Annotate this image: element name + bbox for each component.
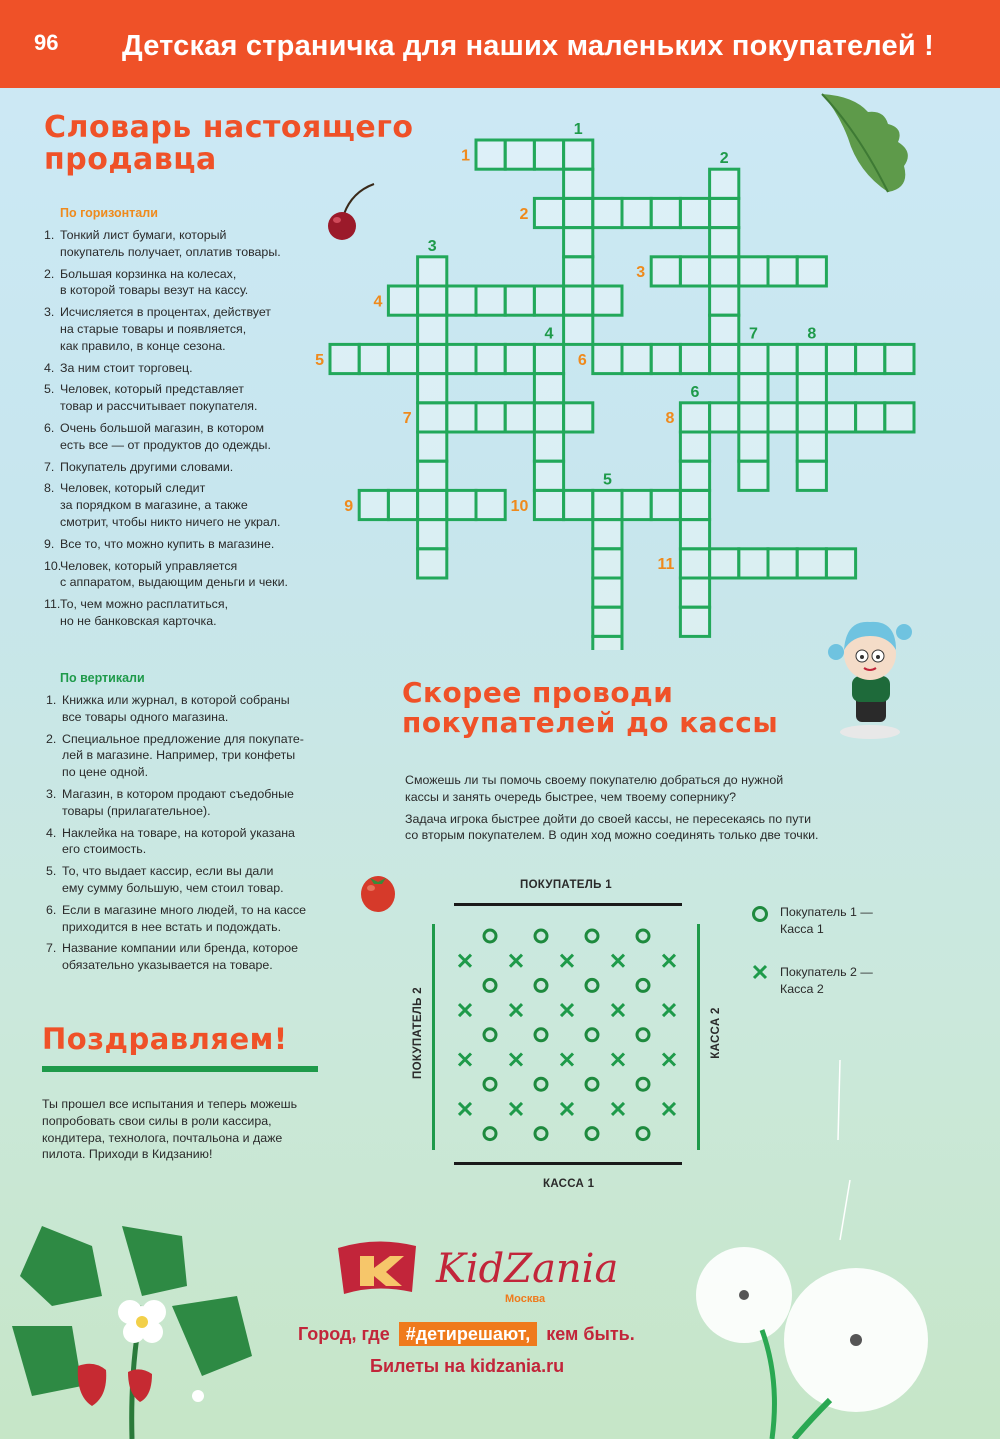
crossword-cell[interactable] <box>710 315 739 344</box>
tomato-icon <box>358 870 398 914</box>
clue-item: 3. Магазин, в котором продают съедобные товары (прилагательное). <box>46 786 294 818</box>
brand-name: KidZania <box>436 1246 619 1292</box>
page-number: 96 <box>34 30 59 55</box>
circle-point[interactable] <box>484 930 496 942</box>
crossword-cell[interactable] <box>593 344 622 373</box>
crossword-cell[interactable] <box>680 490 709 519</box>
crossword-cell[interactable] <box>768 344 797 373</box>
crossword-cell[interactable] <box>593 520 622 549</box>
crossword-cell[interactable] <box>564 228 593 257</box>
crossword-cell[interactable] <box>476 286 505 315</box>
crossword-cell[interactable] <box>564 403 593 432</box>
clue-item: 11. То, чем можно расплатиться, но не банковская карточка. <box>44 597 229 628</box>
cross-point[interactable] <box>663 1004 675 1016</box>
crossword-cell[interactable] <box>768 549 797 578</box>
crossword-cell[interactable] <box>651 490 680 519</box>
brand-city: Москва <box>505 1293 546 1305</box>
crossword-cell[interactable] <box>710 169 739 198</box>
circle-point[interactable] <box>484 1029 496 1041</box>
crossword-cell[interactable] <box>797 344 826 373</box>
crossword-number-vertical: 2 <box>719 150 729 168</box>
crossword-number-horizontal: 2 <box>519 205 529 223</box>
cross-point[interactable] <box>612 955 624 967</box>
crossword-cell[interactable] <box>534 374 563 403</box>
crossword-cell[interactable] <box>680 578 709 607</box>
crossword-cell[interactable] <box>885 403 914 432</box>
circle-point[interactable] <box>637 1078 649 1090</box>
kidzania-logo-icon <box>336 1238 430 1298</box>
cross-point[interactable] <box>612 1004 624 1016</box>
dandelion-icon <box>690 1040 950 1439</box>
legend-buyer-2: Покупатель 2 — Касса 2 <box>780 965 873 996</box>
clue-item: 2. Специальное предложение для покупате- лей в магазине. Например, три конфеты по цене одной. <box>46 731 304 780</box>
crossword-cell[interactable] <box>680 461 709 490</box>
crossword-number-horizontal: 10 <box>510 497 529 515</box>
tickets-link[interactable]: Билеты на kidzania.ru <box>370 1356 565 1376</box>
crossword-cell[interactable] <box>564 257 593 286</box>
crossword-cell[interactable] <box>418 374 447 403</box>
horizontal-clues <box>44 227 344 635</box>
crossword-cell[interactable] <box>534 344 563 373</box>
crossword-cell[interactable] <box>680 607 709 636</box>
circle-point[interactable] <box>586 1078 598 1090</box>
crossword-number-vertical: 1 <box>573 121 583 138</box>
crossword-number-horizontal: 3 <box>636 264 646 282</box>
cross-point[interactable] <box>561 1054 573 1066</box>
crossword-cell[interactable] <box>534 490 563 519</box>
crossword-cell[interactable] <box>680 344 709 373</box>
crossword-cell[interactable] <box>505 344 534 373</box>
crossword-cell[interactable] <box>359 344 388 373</box>
crossword-cell[interactable] <box>710 257 739 286</box>
crossword-cell[interactable] <box>447 344 476 373</box>
crossword-cell[interactable] <box>797 403 826 432</box>
crossword-cell[interactable] <box>418 461 447 490</box>
cross-point[interactable] <box>459 1103 471 1115</box>
clue-item: 5. Человек, который представляет товар и рассчитывает покупателя. <box>44 382 258 414</box>
crossword-cell[interactable] <box>534 286 563 315</box>
crossword-number-vertical: 5 <box>602 471 612 489</box>
crossword-cell[interactable] <box>564 198 593 227</box>
crossword-cell[interactable] <box>388 490 417 519</box>
clue-item: 8. Человек, который следит за порядком в магазине, а также смотрит, чтобы никто ничего не украл. <box>44 481 281 529</box>
cross-point[interactable] <box>510 1054 522 1066</box>
crossword-cell[interactable] <box>330 344 359 373</box>
game-description: Сможешь ли ты помочь своему покупателю добраться до нужной кассы и занять очередь быстрее, чем твоему сопернику? Задача игрока быстрее дойти до своей кассы, не пересекаясь по пути со вторым покупателем. В один ход можно соединять только две точки. <box>405 773 819 843</box>
circle-point[interactable] <box>637 1029 649 1041</box>
crossword-cell[interactable] <box>651 257 680 286</box>
congrats-title: Поздравляем! <box>42 1022 288 1056</box>
crossword-cell[interactable] <box>856 344 885 373</box>
circle-point[interactable] <box>535 1029 547 1041</box>
crossword-number-vertical: 8 <box>807 325 817 343</box>
circle-point[interactable] <box>586 979 598 991</box>
vertical-heading: По вертикали <box>60 671 145 685</box>
crossword-cell[interactable] <box>447 403 476 432</box>
crossword-cell[interactable] <box>564 140 593 169</box>
crossword-cell[interactable] <box>593 636 622 650</box>
page-title: Детская страничка для наших маленьких покупателей ! <box>122 30 935 62</box>
crossword-cell[interactable] <box>797 374 826 403</box>
crossword-cell[interactable] <box>651 198 680 227</box>
crossword-cell[interactable] <box>739 374 768 403</box>
crossword-cell[interactable] <box>564 286 593 315</box>
cross-point[interactable] <box>561 955 573 967</box>
circle-point[interactable] <box>637 979 649 991</box>
crossword-cell[interactable] <box>768 257 797 286</box>
crossword-cell[interactable] <box>680 520 709 549</box>
strawberry-plant-icon <box>12 1216 262 1439</box>
clue-item: 1. Тонкий лист бумаги, который покупатель получает, оплатив товары. <box>44 228 281 259</box>
crossword-cell[interactable] <box>797 549 826 578</box>
crossword-number-horizontal: 6 <box>577 351 587 369</box>
crossword-number-horizontal: 5 <box>315 351 324 369</box>
crossword-cell[interactable] <box>593 578 622 607</box>
crossword-cell[interactable] <box>593 607 622 636</box>
crossword-cell[interactable] <box>564 169 593 198</box>
crossword-number-vertical: 6 <box>690 383 700 401</box>
clue-item: 1. Книжка или журнал, в которой собраны все товары одного магазина. <box>46 693 290 724</box>
crossword-cell[interactable] <box>564 315 593 344</box>
congrats-text: Ты прошел все испытания и теперь можешь попробовать свои силы в роли кассира, кондитера, технолога, почтальона и даже пилота. Приходи в Кидзанию! <box>42 1097 298 1162</box>
circle-point[interactable] <box>586 1128 598 1140</box>
crossword-cell[interactable] <box>622 344 651 373</box>
crossword-cell[interactable] <box>826 344 855 373</box>
crossword-cell[interactable] <box>534 432 563 461</box>
label-cashier-2: КАССА 2 <box>710 1007 722 1059</box>
crossword-cell[interactable] <box>534 461 563 490</box>
circle-point[interactable] <box>484 979 496 991</box>
cross-point[interactable] <box>510 1004 522 1016</box>
circle-point[interactable] <box>535 930 547 942</box>
circle-point[interactable] <box>637 1128 649 1140</box>
crossword-cell[interactable] <box>710 228 739 257</box>
board-left-line <box>432 924 435 1150</box>
crossword-number-horizontal: 4 <box>373 293 383 311</box>
board-top-line <box>454 903 682 906</box>
label-buyer-2: ПОКУПАТЕЛЬ 2 <box>412 987 424 1079</box>
crossword-number-vertical: 4 <box>544 325 554 343</box>
page-header <box>0 0 1000 88</box>
crossword-cell[interactable] <box>418 490 447 519</box>
crossword-cell[interactable] <box>534 403 563 432</box>
crossword-cell[interactable] <box>797 432 826 461</box>
crossword-cell[interactable] <box>534 198 563 227</box>
crossword-cell[interactable] <box>710 286 739 315</box>
crossword-cell[interactable] <box>710 549 739 578</box>
crossword-number-horizontal: 8 <box>665 410 675 428</box>
crossword-cell[interactable] <box>505 140 534 169</box>
crossword-cell[interactable] <box>739 403 768 432</box>
cross-point[interactable] <box>612 1103 624 1115</box>
clue-item: 4. За ним стоит торговец. <box>44 360 193 375</box>
crossword-cell[interactable] <box>388 286 417 315</box>
crossword-cell[interactable] <box>739 461 768 490</box>
label-buyer-1: ПОКУПАТЕЛЬ 1 <box>520 879 612 891</box>
crossword-number-vertical: 3 <box>427 237 437 255</box>
crossword-cell[interactable] <box>768 403 797 432</box>
circle-point[interactable] <box>535 979 547 991</box>
board-bottom-line <box>454 1162 682 1165</box>
clue-item: 3. Исчисляется в процентах, действует на старые товары и появляется, как правило, в конце сезона. <box>44 305 271 353</box>
hashtag: #детирешают, <box>399 1322 538 1346</box>
crossword-number-horizontal: 1 <box>461 147 470 165</box>
crossword-cell[interactable] <box>856 403 885 432</box>
crossword-cell[interactable] <box>476 490 505 519</box>
crossword-cell[interactable] <box>710 198 739 227</box>
clue-item: 4. Наклейка на товаре, на которой указана его стоимость. <box>46 825 295 857</box>
crossword-cell[interactable] <box>622 490 651 519</box>
circle-legend-icon <box>750 904 770 924</box>
crossword-cell[interactable] <box>505 286 534 315</box>
crossword-cell[interactable] <box>680 432 709 461</box>
circle-point[interactable] <box>535 1128 547 1140</box>
cross-point[interactable] <box>459 955 471 967</box>
cross-point[interactable] <box>612 1054 624 1066</box>
crossword-cell[interactable] <box>359 490 388 519</box>
crossword-number-horizontal: 11 <box>657 556 675 574</box>
clue-item: 5. То, что выдает кассир, если вы дали ему сумму большую, чем стоил товар. <box>46 864 284 895</box>
clue-item: 10. Человек, который управляется с аппаратом, выдающим деньги и чеки. <box>44 558 288 590</box>
crossword-cell[interactable] <box>593 549 622 578</box>
legend-buyer-1: Покупатель 1 — Касса 1 <box>780 905 873 936</box>
crossword-number-horizontal: 9 <box>344 497 354 515</box>
label-cashier-1: КАССА 1 <box>543 1178 595 1190</box>
crossword-cell[interactable] <box>564 490 593 519</box>
clue-item: 9. Все то, что можно купить в магазине. <box>44 536 275 551</box>
clue-item: 7. Название компании или бренда, которое обязательно указывается на товаре. <box>46 941 299 973</box>
congrats-divider <box>42 1066 318 1072</box>
clue-item: 2. Большая корзинка на колесах, в которой товары везут на кассу. <box>44 266 249 298</box>
cross-point[interactable] <box>663 1054 675 1066</box>
cross-point[interactable] <box>459 1054 471 1066</box>
crossword-cell[interactable] <box>418 549 447 578</box>
crossword-cell[interactable] <box>739 257 768 286</box>
cross-point[interactable] <box>510 1103 522 1115</box>
crossword-cell[interactable] <box>710 344 739 373</box>
horizontal-heading: По горизонтали <box>60 206 158 220</box>
cross-point[interactable] <box>561 1004 573 1016</box>
crossword-cell[interactable] <box>622 198 651 227</box>
cross-point[interactable] <box>459 1004 471 1016</box>
clue-item: 7. Покупатель другими словами. <box>44 459 234 474</box>
crossword-cell[interactable] <box>476 344 505 373</box>
crossword-cell[interactable] <box>739 549 768 578</box>
crossword-cell[interactable] <box>680 257 709 286</box>
cross-point[interactable] <box>663 1103 675 1115</box>
crossword-cell[interactable] <box>739 432 768 461</box>
crossword-cell[interactable] <box>797 257 826 286</box>
crossword-cell[interactable] <box>534 140 563 169</box>
crossword-cell[interactable] <box>418 257 447 286</box>
crossword-number-vertical: 7 <box>748 325 758 343</box>
dictionary-title: Словарь настоящего продавца <box>44 110 414 177</box>
crossword-cell[interactable] <box>797 461 826 490</box>
circle-point[interactable] <box>535 1078 547 1090</box>
cross-point[interactable] <box>663 955 675 967</box>
crossword-cell[interactable] <box>418 403 447 432</box>
crossword-cell[interactable] <box>680 403 709 432</box>
crossword-cell[interactable] <box>680 549 709 578</box>
crossword-cell[interactable] <box>447 286 476 315</box>
dots-board[interactable] <box>450 920 686 1148</box>
crossword-cell[interactable] <box>505 403 534 432</box>
slogan: Город, где #детирешают, кем быть. <box>298 1324 635 1344</box>
vertical-clues <box>46 692 346 979</box>
crossword-cell[interactable] <box>593 286 622 315</box>
crossword-cell[interactable] <box>739 344 768 373</box>
crossword-cell[interactable] <box>418 520 447 549</box>
circle-point[interactable] <box>637 930 649 942</box>
circle-point[interactable] <box>484 1078 496 1090</box>
cross-legend-icon <box>750 962 770 982</box>
crossword-cell[interactable] <box>710 403 739 432</box>
crossword-cell[interactable] <box>447 490 476 519</box>
crossword-cell[interactable] <box>593 490 622 519</box>
clue-item: 6. Если в магазине много людей, то на кассе приходится в нее встать и подождать. <box>46 902 307 934</box>
crossword-cell[interactable] <box>418 286 447 315</box>
crossword-cell[interactable] <box>593 198 622 227</box>
crossword-cell[interactable] <box>418 344 447 373</box>
crossword-number-horizontal: 7 <box>402 410 412 428</box>
crossword-cell[interactable] <box>680 198 709 227</box>
game-title: Скорее проводи покупателей до кассы <box>402 676 779 739</box>
crossword-cell[interactable] <box>418 432 447 461</box>
crossword-cell[interactable] <box>651 344 680 373</box>
circle-point[interactable] <box>484 1128 496 1140</box>
clue-item: 6. Очень большой магазин, в котором есть все — от продуктов до одежды. <box>44 420 271 452</box>
crossword-cell[interactable] <box>826 403 855 432</box>
cross-point[interactable] <box>561 1103 573 1115</box>
circle-point[interactable] <box>586 1029 598 1041</box>
crossword-cell[interactable] <box>388 344 417 373</box>
crossword-cell[interactable] <box>885 344 914 373</box>
crossword-cell[interactable] <box>826 549 855 578</box>
circle-point[interactable] <box>586 930 598 942</box>
cross-point[interactable] <box>510 955 522 967</box>
crossword-cell[interactable] <box>476 403 505 432</box>
crossword-cell[interactable] <box>476 140 505 169</box>
crossword-cell[interactable] <box>418 315 447 344</box>
crossword-grid <box>300 110 930 650</box>
